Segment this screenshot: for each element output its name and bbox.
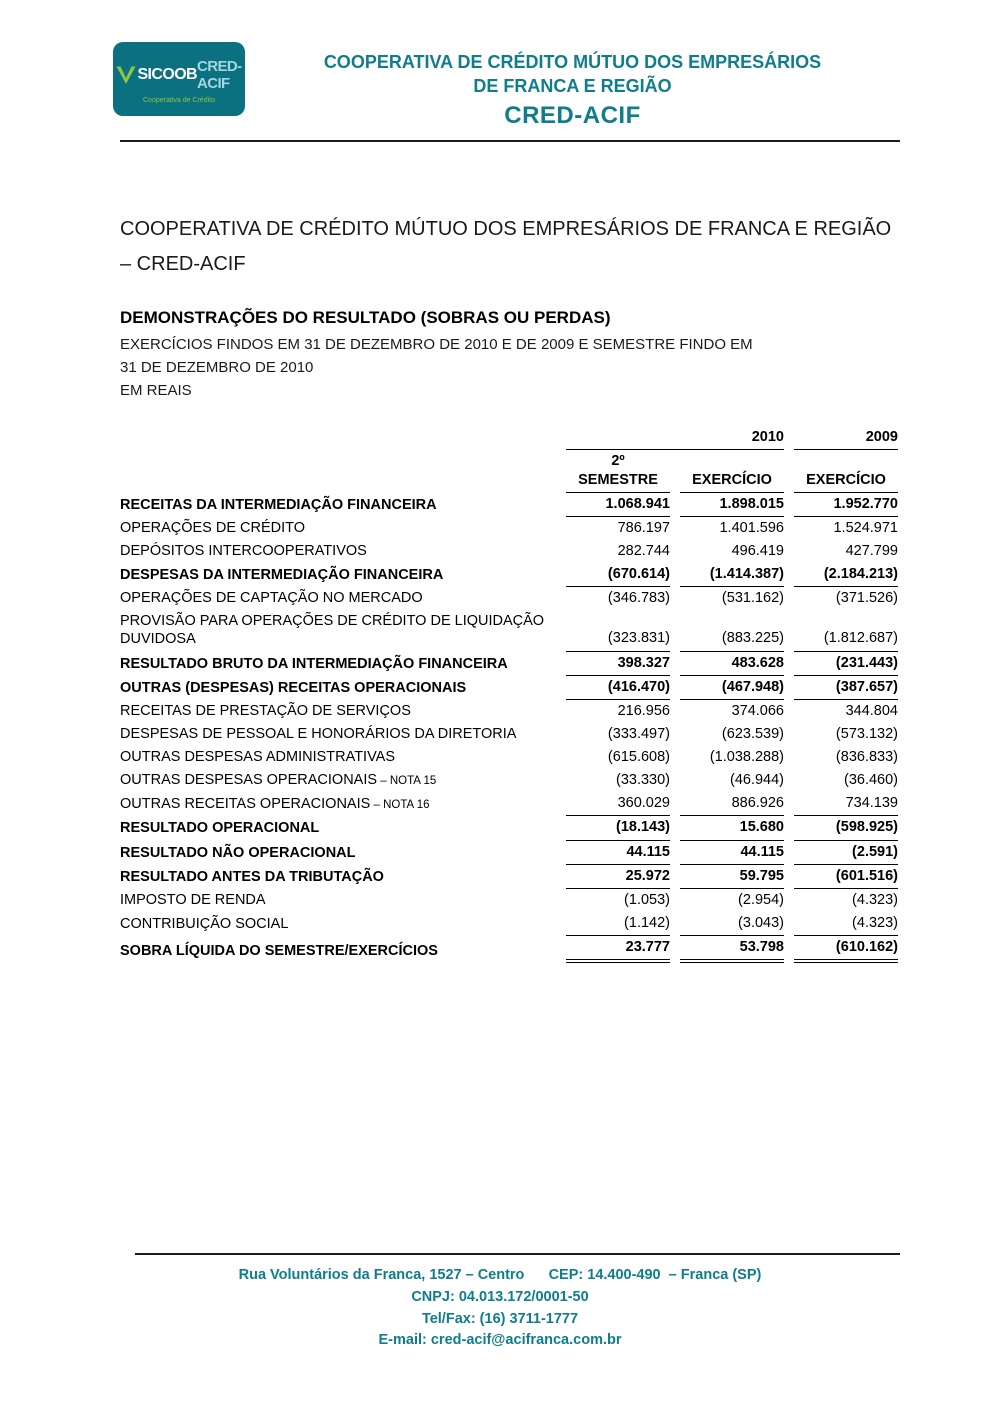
table-row	[120, 676, 898, 700]
row-value: 15.680	[680, 816, 784, 840]
row-value: (836.833)	[835, 749, 898, 766]
document-footer	[0, 1265, 1000, 1352]
company-title: COOPERATIVA DE CRÉDITO MÚTUO DOS EMPRESÁRIOS DE FRANCA E REGIÃO – CRED-ACIF	[120, 217, 892, 275]
row-value: 216.956	[617, 702, 670, 719]
row-value: 1.898.015	[680, 493, 784, 517]
row-value: 786.197	[617, 519, 670, 536]
row-value: (346.783)	[607, 590, 670, 607]
column-header-semester	[566, 450, 670, 492]
footer-divider	[135, 1253, 900, 1255]
row-value: (623.539)	[721, 725, 784, 742]
row-value: (1.053)	[624, 891, 670, 908]
row-value: (2.954)	[738, 891, 784, 908]
statement-subtitles	[120, 333, 900, 403]
row-label: OPERAÇÕES DE CAPTAÇÃO NO MERCADO	[120, 590, 423, 607]
row-value: (670.614)	[566, 563, 670, 587]
statement-title: DEMONSTRAÇÕES DO RESULTADO (SOBRAS OU PERDAS)	[120, 307, 611, 327]
table-row	[120, 652, 898, 676]
note-reference: – NOTA 15	[377, 775, 437, 788]
row-value: (883.225)	[680, 610, 784, 651]
row-value: (46.944)	[729, 772, 784, 789]
letterhead-titles	[245, 42, 900, 130]
footer-cnpj: CNPJ: 04.013.172/0001-50	[411, 1288, 589, 1305]
row-label: RESULTADO OPERACIONAL	[120, 820, 320, 837]
year-2010-header: 2010	[566, 426, 784, 450]
row-value: (1.812.687)	[794, 610, 898, 651]
table-row	[120, 816, 898, 840]
row-value: (1.038.288)	[709, 749, 784, 766]
row-value: 734.139	[794, 792, 898, 816]
row-value: 496.419	[731, 542, 784, 559]
row-label: RESULTADO BRUTO DA INTERMEDIAÇÃO FINANCEIRA	[120, 655, 508, 672]
row-label: OUTRAS (DESPESAS) RECEITAS OPERACIONAIS	[120, 679, 467, 696]
row-value: (333.497)	[607, 725, 670, 742]
row-value: (1.142)	[566, 912, 670, 936]
row-label: OUTRAS RECEITAS OPERACIONAIS – NOTA 16	[120, 796, 430, 813]
sicoob-v-icon	[116, 65, 136, 85]
row-value: (3.043)	[680, 912, 784, 936]
table-row	[120, 889, 898, 912]
logo-tagline: Cooperativa de Crédito	[143, 97, 215, 104]
table-row	[120, 746, 898, 769]
row-value: (231.443)	[794, 652, 898, 676]
column-header-exercise-2009: EXERCÍCIO	[794, 450, 898, 492]
row-label: RECEITAS DA INTERMEDIAÇÃO FINANCEIRA	[120, 496, 437, 513]
row-value: 1.401.596	[719, 519, 784, 536]
row-value: 344.804	[845, 702, 898, 719]
table-body	[120, 493, 898, 964]
row-label: RESULTADO ANTES DA TRIBUTAÇÃO	[120, 868, 384, 885]
row-value: 483.628	[680, 652, 784, 676]
statement-subtitle-line1: EXERCÍCIOS FINDOS EM 31 DE DEZEMBRO DE 2010 E DE 2009 E SEMESTRE FINDO EM	[120, 335, 753, 353]
row-label: OPERAÇÕES DE CRÉDITO	[120, 519, 306, 536]
row-value: 398.327	[566, 652, 670, 676]
table-row	[120, 493, 898, 517]
row-value: 23.777	[566, 936, 670, 963]
row-value: 1.952.770	[794, 493, 898, 517]
row-label: DESPESAS DA INTERMEDIAÇÃO FINANCEIRA	[120, 567, 444, 584]
row-value: (1.414.387)	[680, 563, 784, 587]
letterhead-title-line1: COOPERATIVA DE CRÉDITO MÚTUO DOS EMPRESÁRIOS	[323, 52, 822, 72]
footer-address: Rua Voluntários da Franca, 1527 – Centro CEP: 14.400-490 – Franca (SP)	[238, 1267, 762, 1283]
empty-header-cell	[120, 450, 556, 492]
year-header-row	[120, 426, 898, 450]
row-value: (387.657)	[794, 676, 898, 700]
row-value: (601.516)	[794, 865, 898, 889]
row-value: (615.608)	[607, 749, 670, 766]
table-row	[120, 540, 898, 563]
row-label: DEPÓSITOS INTERCOOPERATIVOS	[120, 542, 367, 559]
row-value: (18.143)	[566, 816, 670, 840]
table-row	[120, 769, 898, 792]
table-row	[120, 517, 898, 540]
table-row	[120, 610, 898, 651]
row-value: 59.795	[680, 865, 784, 889]
row-label: DESPESAS DE PESSOAL E HONORÁRIOS DA DIRETORIA	[120, 725, 517, 742]
row-value: (2.184.213)	[794, 563, 898, 587]
row-label: RECEITAS DE PRESTAÇÃO DE SERVIÇOS	[120, 702, 411, 719]
row-label: IMPOSTO DE RENDA	[120, 891, 266, 908]
table-row	[120, 912, 898, 936]
row-value: (2.591)	[794, 841, 898, 865]
row-value: (416.470)	[566, 676, 670, 700]
logo-row	[116, 58, 241, 92]
row-value: 374.066	[731, 702, 784, 719]
table-row	[120, 563, 898, 587]
row-value: 53.798	[680, 936, 784, 963]
row-value: 1.524.971	[833, 519, 898, 536]
statement-subtitle-line2: 31 DE DEZEMBRO DE 2010	[120, 358, 314, 376]
statement-subtitle-line3: EM REAIS	[120, 382, 192, 400]
row-value: 282.744	[617, 542, 670, 559]
column-header-semester-ordinal: 2º	[611, 453, 625, 470]
row-value: 1.068.941	[566, 493, 670, 517]
sicoob-cred-acif-logo	[113, 42, 245, 116]
letterhead	[0, 0, 1000, 136]
row-value: (371.526)	[835, 590, 898, 607]
row-label: OUTRAS DESPESAS ADMINISTRATIVAS	[120, 749, 396, 766]
row-label: PROVISÃO PARA OPERAÇÕES DE CRÉDITO DE LIQUIDAÇÃO DUVIDOSA	[120, 613, 545, 648]
row-value: 44.115	[680, 841, 784, 865]
table-row	[120, 723, 898, 746]
row-value: (610.162)	[794, 936, 898, 963]
table-row	[120, 700, 898, 723]
row-value: (4.323)	[794, 912, 898, 936]
table-row	[120, 587, 898, 610]
footer-phone: Tel/Fax: (16) 3711-1777	[421, 1310, 579, 1327]
row-value: (598.925)	[794, 816, 898, 840]
footer-email: E-mail: cred-acif@acifranca.com.br	[378, 1332, 622, 1349]
note-reference: – NOTA 16	[370, 799, 430, 812]
row-value: 44.115	[566, 841, 670, 865]
letterhead-brand: CRED-ACIF	[504, 101, 641, 129]
table-row	[120, 841, 898, 865]
empty-header-cell	[120, 426, 556, 450]
logo-sub-text: CRED-ACIF	[197, 58, 242, 92]
column-header-row	[120, 450, 898, 492]
logo-brand-text: SICOOB	[137, 66, 198, 83]
row-value: (531.162)	[721, 590, 784, 607]
row-value: (573.132)	[835, 725, 898, 742]
income-statement-table	[110, 426, 908, 963]
table-row	[120, 792, 898, 816]
row-value: 25.972	[566, 865, 670, 889]
letterhead-title-line2: DE FRANCA E REGIÃO	[473, 76, 672, 97]
row-value: (36.460)	[843, 772, 898, 789]
row-label: OUTRAS DESPESAS OPERACIONAIS – NOTA 15	[120, 772, 437, 789]
document-body	[0, 142, 1000, 964]
table-head	[120, 426, 898, 492]
table-row	[120, 936, 898, 963]
row-value: 886.926	[680, 792, 784, 816]
row-label: CONTRIBUIÇÃO SOCIAL	[120, 915, 289, 932]
row-value: 427.799	[845, 542, 898, 559]
column-header-exercise-2010: EXERCÍCIO	[680, 450, 784, 492]
row-value: 360.029	[566, 792, 670, 816]
row-value: (4.323)	[852, 891, 898, 908]
column-header-semester-label: SEMESTRE	[578, 471, 658, 488]
row-label: SOBRA LÍQUIDA DO SEMESTRE/EXERCÍCIOS	[120, 943, 438, 960]
row-label: RESULTADO NÃO OPERACIONAL	[120, 844, 356, 861]
year-2009-header: 2009	[794, 426, 898, 450]
row-value: (33.330)	[615, 772, 670, 789]
row-value: (323.831)	[566, 610, 670, 651]
footer-section	[0, 1253, 1000, 1414]
table-row	[120, 865, 898, 889]
row-value: (467.948)	[680, 676, 784, 700]
